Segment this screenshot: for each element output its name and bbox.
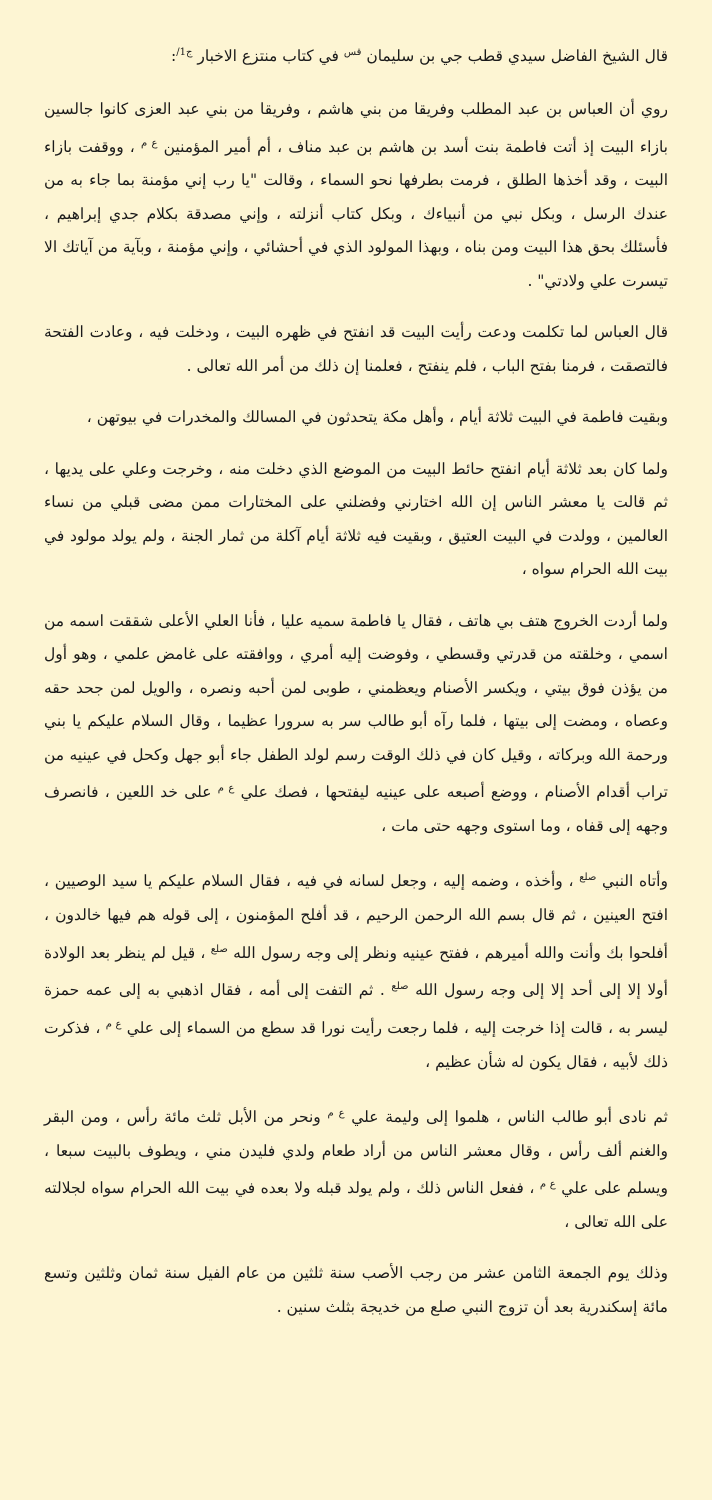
paragraph-3	[44, 401, 668, 435]
paragraph-text: ولما كان بعد ثلاثة أيام انفتح حائط البيت من الموضع الذي دخلت منه ، وخرجت وعلي على يديها ، ثم قالت يا معشر الناس إن الله اختارني وفضلني على المختارات ممن مضى قبلي من نساء العالمين ، وولدت في البيت العتيق ، وبقيت فيه ثلاثة أيام آكلة من ثمار الجنة ، ولم يولد مولود في بيت الله الحرام سواه ،	[44, 459, 668, 579]
paragraph-6	[44, 861, 668, 1079]
paragraph-1	[44, 93, 668, 298]
heading-colon: :	[170, 47, 177, 66]
paragraph-4	[44, 453, 668, 587]
footnote-ref: ج1/	[176, 47, 193, 58]
salutation-mark: صلع	[391, 981, 409, 993]
salutation-mark: ع م	[105, 1018, 122, 1030]
salutation-mark: ع م	[539, 1179, 556, 1191]
paragraph-2	[44, 316, 668, 383]
paragraph-text: ، وأخذه ، وضمه إليه ، وجعل لسانه في فيه ، فقال السلام عليكم يا سيد الوصيين ، افتح العينين ، ثم قال بسم الله الرحمن الرحيم ، قد أفلح المؤمنون ، إلى قوله هم فيها خالدون ، أفلحوا بك وأنت والله أميرهم ، ففتح عينيه ونظر إلى وجه رسول الله	[44, 872, 668, 962]
paragraph-text: ولما أردت الخروج هتف بي هاتف ، فقال يا فاطمة سميه عليا ، فأنا العلي الأعلى شققت اسمه من اسمي ، وخلقته من قدرتي وقسطي ، وفوضت إليه أمري ، ووافقته على غامض علمي ، وهو أول من يؤذن فوق بيتي ، ويكسر الأصنام ويعظمني ، طوبى لمن أحبه ونصره ، والويل لمن جحد حقه وعصاه ، ومضت إلى بيتها ، فلما رآه أبو طالب سر به سرورا عظيما ، وقال السلام عليكم يا بني ورحمة الله وبركاته ، وقيل كان في ذلك الوقت رسم لولد الطفل جاء أبو جهل وكحل في عينيه من تراب أقدام الأصنام ، ووضع أصبعه على عينيه ليفتحها ، فصك علي	[44, 611, 668, 802]
paragraph-7	[44, 1097, 668, 1239]
paragraph-text: وذلك يوم الجمعة الثامن عشر من رجب الأصب سنة ثلثين من عام الفيل سنة ثمان وثلثين وتسع مائة إسكندرية بعد أن تزوج النبي صلع من خديجة بثلث سنين .	[44, 1264, 668, 1316]
salutation-mark: ع م	[140, 137, 158, 149]
salutation-mark: صلع	[210, 943, 228, 955]
paragraph-text: ، ووقفت بازاء البيت ، وقد أخذها الطلق ، فرمت بطرفها نحو السماء ، وقالت "يا رب إني مؤمنة بما جاء به من عندك الرسل ، وبكل نبي من أنبياءك ، وبكل كتاب أنزلته ، وإني مصدقة بكلام جدي إبراهيم ، فأسئلك بحق هذا البيت ومن بناه ، وبهذا المولود الذي في أحشائي ، وإني مؤمنة ، وبآية من آياتك الا تيسرت علي ولادتي" .	[44, 137, 668, 290]
paragraph-text: قال العباس لما تكلمت ودعت رأيت البيت قد انفتح في ظهره البيت ، ودخلت فيه ، وعادت الفتحة فالتصقت ، فرمنا بفتح الباب ، فلم ينفتح ، فعلمنا إن ذلك من أمر الله تعالى .	[44, 323, 668, 375]
honorific-mark: قس	[343, 47, 362, 58]
paragraph-text: ثم نادى أبو طالب الناس ، هلموا إلى وليمة علي	[351, 1108, 668, 1127]
heading-text-2: في كتاب منتزع الاخبار	[197, 47, 339, 66]
paragraph-text: وأتاه النبي	[602, 872, 668, 891]
paragraph-text: ، قيل لم ينظر بعد الولادة أولا إلا إلى أحد إلا إلى وجه رسول الله	[44, 943, 668, 1000]
paragraph-5	[44, 605, 668, 844]
paragraph-text: على خد اللعين ، فانصرف وجهه إلى قفاه ، وما استوى وجهه حتى مات ،	[44, 783, 668, 835]
paragraph-text: ونحر من الأبل ثلث مائة رأس ، ومن البقر والغنم ألف رأس ، وقال معشر الناس من أراد طعام ولدي فليدن مني ، ويطوف بالبيت سبعا ، ويسلم على علي	[44, 1108, 668, 1198]
document-heading	[44, 38, 668, 71]
paragraph-text: ، ففعل الناس ذلك ، ولم يولد قبله ولا بعده في بيت الله الحرام سواه لجلالته على الله تعالى ،	[44, 1179, 668, 1231]
salutation-mark: ع م	[217, 783, 235, 795]
salutation-mark: ع م	[327, 1108, 345, 1120]
paragraph-text: وبقيت فاطمة في البيت ثلاثة أيام ، وأهل مكة يتحدثون في المسالك والمخدرات في بيوتهن ،	[86, 408, 668, 427]
heading-text: قال الشيخ الفاضل سيدي قطب جي بن سليمان	[366, 47, 668, 66]
paragraph-text: روي أن العباس بن عبد المطلب وفريقا من بني هاشم ، وفريقا من بني عبد العزى كانوا جالسين بازاء البيت إذ أتت فاطمة بنت أسد بن هاشم بن عبد مناف ، أم أمير المؤمنين	[44, 100, 668, 156]
paragraph-8	[44, 1257, 668, 1324]
paragraph-text: . ثم التفت إلى أمه ، فقال اذهبي به إلى عمه حمزة ليسر به ، قالت إذا خرجت إليه ، فلما رجعت رأيت نورا قد سطع من السماء إلى علي	[44, 981, 668, 1038]
paragraph-text: ، فذكرت ذلك لأبيه ، فقال يكون له شأن عظيم ،	[44, 1019, 668, 1071]
salutation-mark: صلع	[579, 872, 597, 884]
